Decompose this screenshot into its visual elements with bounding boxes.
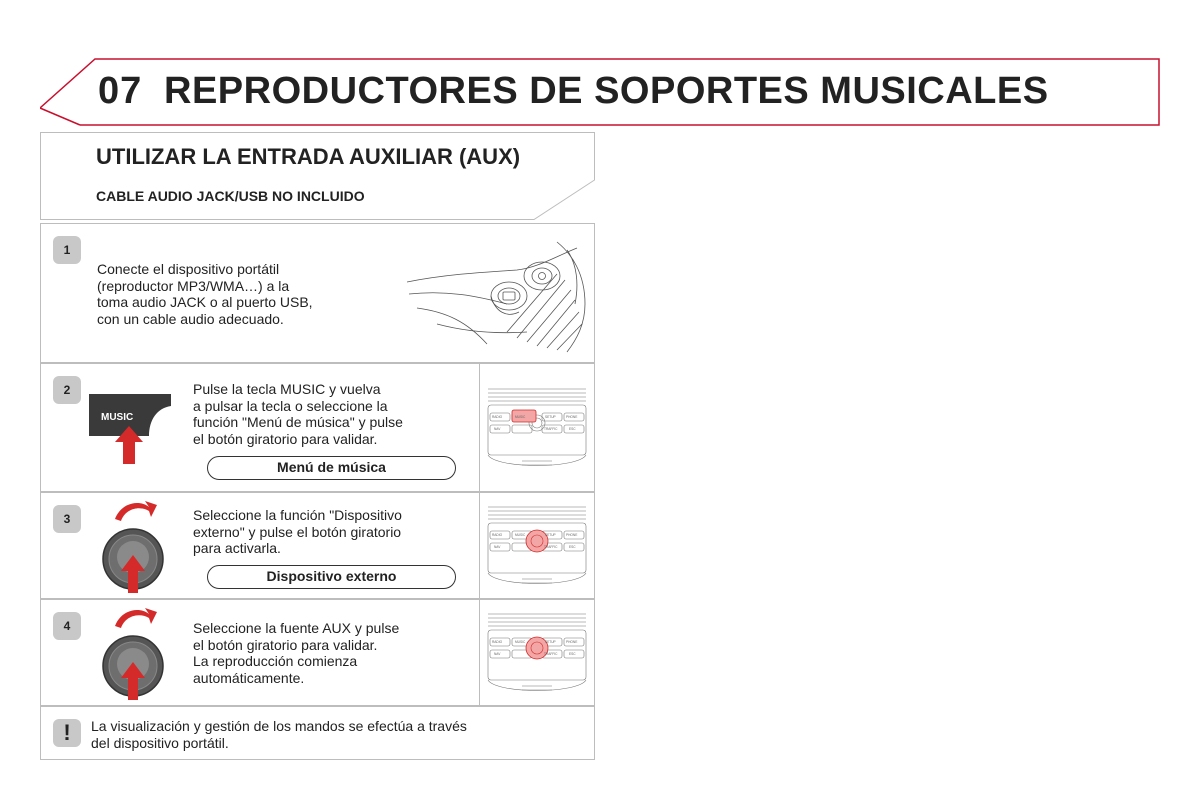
step-number-badge: 1 bbox=[53, 236, 81, 264]
step-2 bbox=[40, 363, 595, 492]
panel-esc-label: ESC bbox=[569, 544, 576, 549]
step-3 bbox=[40, 492, 595, 599]
panel-traffic-label: TRAFFIC bbox=[544, 426, 558, 431]
step-number-badge: 3 bbox=[53, 505, 81, 533]
step-1-text: Conecte el dispositivo portátil (reproductor MP3/WMA…) a la toma audio JACK o al puerto USB, con un cable audio adecuado. bbox=[97, 261, 313, 327]
menu-musica-option[interactable]: Menú de música bbox=[207, 456, 456, 480]
panel-nav-label: NAV bbox=[494, 651, 501, 656]
radio-panel-icon bbox=[486, 501, 588, 591]
step-4-text: Seleccione la fuente AUX y pulse el botón giratorio para validar. La reproducción comienza automáticamente. bbox=[193, 620, 400, 686]
panel-music-label: MUSIC bbox=[515, 639, 526, 644]
panel-nav-label: NAV bbox=[494, 426, 501, 431]
step-1 bbox=[40, 223, 595, 363]
step-number-badge: 4 bbox=[53, 612, 81, 640]
panel-radio-label: RADIO bbox=[492, 414, 503, 419]
music-key-label: MUSIC bbox=[101, 412, 134, 423]
panel-setup-label: SETUP bbox=[545, 414, 556, 419]
panel-music-label: MUSIC bbox=[515, 414, 526, 419]
step-number-badge: 2 bbox=[53, 376, 81, 404]
section-title: UTILIZAR LA ENTRADA AUXILIAR (AUX) bbox=[96, 144, 521, 169]
dispositivo-externo-option[interactable]: Dispositivo externo bbox=[207, 565, 456, 589]
panel-traffic-label: TRAFFIC bbox=[544, 544, 558, 549]
aux-jack-usb-ports-icon bbox=[407, 234, 587, 354]
radio-panel-icon bbox=[486, 383, 588, 473]
note-text: La visualización y gestión de los mandos se efectúa a través del dispositivo portátil. bbox=[91, 718, 467, 751]
step-4 bbox=[40, 599, 595, 706]
music-key-icon bbox=[87, 384, 177, 474]
radio-panel-illustration bbox=[479, 364, 594, 491]
chapter-title: REPRODUCTORES DE SOPORTES MUSICALES bbox=[164, 70, 1049, 112]
panel-radio-label: RADIO bbox=[492, 639, 503, 644]
chapter-header bbox=[40, 58, 1160, 128]
section-header bbox=[40, 132, 595, 220]
panel-esc-label: ESC bbox=[569, 651, 576, 656]
section-subtitle: CABLE AUDIO JACK/USB NO INCLUIDO bbox=[96, 188, 365, 204]
panel-traffic-label: TRAFFIC bbox=[544, 651, 558, 656]
step-2-text: Pulse la tecla MUSIC y vuelva a pulsar la tecla o seleccione la función "Menú de música" y pulse el botón giratorio para validar. bbox=[193, 381, 403, 447]
exclamation-icon: ! bbox=[53, 719, 81, 747]
panel-setup-label: SETUP bbox=[545, 639, 556, 644]
radio-panel-illustration bbox=[479, 600, 594, 705]
chapter-number: 07 bbox=[98, 70, 143, 112]
radio-panel-icon bbox=[486, 608, 588, 698]
panel-radio-label: RADIO bbox=[492, 532, 503, 537]
panel-setup-label: SETUP bbox=[545, 532, 556, 537]
step-3-text: Seleccione la función "Dispositivo externo" y pulse el botón giratorio para activarla. bbox=[193, 507, 402, 556]
panel-phone-label: PHONE bbox=[566, 639, 578, 644]
panel-music-label: MUSIC bbox=[515, 532, 526, 537]
radio-panel-illustration bbox=[479, 493, 594, 598]
panel-phone-label: PHONE bbox=[566, 532, 578, 537]
panel-nav-label: NAV bbox=[494, 544, 501, 549]
note-box bbox=[40, 706, 595, 760]
panel-esc-label: ESC bbox=[569, 426, 576, 431]
rotary-knob-icon bbox=[101, 493, 181, 597]
panel-phone-label: PHONE bbox=[566, 414, 578, 419]
rotary-knob-icon bbox=[101, 600, 181, 704]
